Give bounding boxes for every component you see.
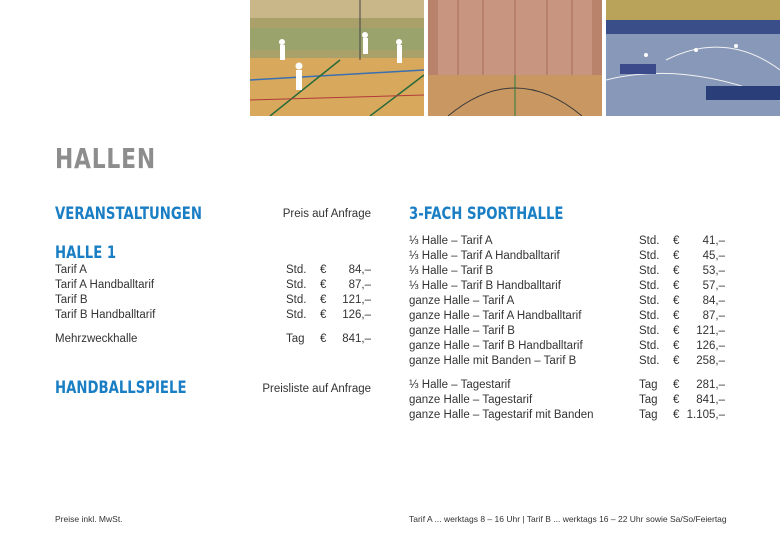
tariff-unit: Tag — [639, 379, 658, 391]
tariff-unit: Std. — [639, 250, 660, 262]
tariff-price: 121,– — [696, 325, 725, 337]
tariff-price: 53,– — [702, 265, 725, 277]
tariff-price: 57,– — [702, 280, 725, 292]
footer-tariff-legend: Tarif A ... werktags 8 – 16 Uhr | Tarif B ... werktags 16 – 22 Uhr sowie Sa/So/Feiertag — [409, 514, 727, 524]
tariff-price: 126,– — [696, 340, 725, 352]
currency-sign: € — [673, 280, 680, 292]
footer-vat-note: Preise inkl. MwSt. — [55, 514, 123, 524]
tariff-unit: Std. — [639, 355, 660, 367]
table-row — [55, 308, 371, 323]
table-row — [409, 324, 725, 339]
currency-sign: € — [320, 309, 327, 321]
tariff-unit: Tag — [639, 394, 658, 406]
tariff-unit: Std. — [286, 264, 307, 276]
table-row — [409, 354, 725, 369]
tariff-price: 281,– — [696, 379, 725, 391]
table-row — [409, 279, 725, 294]
currency-sign: € — [673, 325, 680, 337]
heading-handballspiele: HANDBALLSPIELE — [55, 378, 187, 398]
tariff-label: ⅓ Halle – Tarif A — [409, 235, 493, 247]
tariff-price: 84,– — [348, 264, 371, 276]
tariff-price: 45,– — [702, 250, 725, 262]
currency-sign: € — [320, 264, 327, 276]
tariff-label: ⅓ Halle – Tarif A Handballtarif — [409, 250, 560, 262]
heading-veranstaltungen: VERANSTALTUNGEN — [55, 204, 202, 224]
currency-sign: € — [673, 310, 680, 322]
tariff-price: 126,– — [342, 309, 371, 321]
photo-wooden-hall — [428, 0, 602, 116]
tariff-label: Tarif B Handballtarif — [55, 309, 156, 321]
table-row — [409, 408, 725, 423]
tariff-price: 1.105,– — [686, 409, 725, 421]
tariff-label: Mehrzweckhalle — [55, 333, 138, 345]
page-title: HALLEN — [55, 142, 156, 175]
tariff-label: ⅓ Halle – Tarif B — [409, 265, 494, 277]
tariff-price: 87,– — [702, 310, 725, 322]
tariff-label: ganze Halle – Tarif B Handballtarif — [409, 340, 583, 352]
tariff-price: 41,– — [702, 235, 725, 247]
tariff-label: ganze Halle – Tarif A — [409, 295, 515, 307]
currency-sign: € — [320, 333, 327, 345]
currency-sign: € — [673, 295, 680, 307]
photo-handball-arena — [606, 0, 780, 116]
tariff-unit: Std. — [639, 295, 660, 307]
tariff-label: ganze Halle – Tagestarif mit Banden — [409, 409, 594, 421]
table-row — [409, 249, 725, 264]
tariff-unit: Std. — [639, 265, 660, 277]
tariff-label: ganze Halle – Tarif A Handballtarif — [409, 310, 582, 322]
tariff-unit: Tag — [286, 333, 305, 345]
tariff-price: 121,– — [342, 294, 371, 306]
currency-sign: € — [673, 250, 680, 262]
tariff-unit: Std. — [639, 310, 660, 322]
tariff-unit: Std. — [286, 294, 307, 306]
tariff-unit: Std. — [639, 340, 660, 352]
table-row — [409, 234, 725, 249]
tariff-label: ⅓ Halle – Tagestarif — [409, 379, 511, 391]
heading-halle-1: HALLE 1 — [55, 243, 117, 263]
currency-sign: € — [673, 409, 680, 421]
currency-sign: € — [320, 294, 327, 306]
tariff-unit: Std. — [639, 235, 660, 247]
tariff-unit: Std. — [639, 325, 660, 337]
handballspiele-note: Preisliste auf Anfrage — [262, 383, 371, 395]
tariff-label: Tarif B — [55, 294, 88, 306]
table-row — [55, 278, 371, 293]
tariff-label: ⅓ Halle – Tarif B Handballtarif — [409, 280, 561, 292]
table-row — [409, 294, 725, 309]
table-row — [409, 393, 725, 408]
currency-sign: € — [673, 235, 680, 247]
tariff-price: 841,– — [342, 333, 371, 345]
table-row — [409, 378, 725, 393]
currency-sign: € — [673, 394, 680, 406]
table-row — [409, 309, 725, 324]
tariff-price: 87,– — [348, 279, 371, 291]
tariff-label: Tarif A Handballtarif — [55, 279, 155, 291]
heading-3-fach-sporthalle: 3-FACH SPORTHALLE — [409, 204, 564, 224]
photo-gym-players — [250, 0, 424, 116]
currency-sign: € — [320, 279, 327, 291]
tariff-label: ganze Halle – Tarif B — [409, 325, 515, 337]
tariff-label: ganze Halle – Tagestarif — [409, 394, 533, 406]
table-row — [55, 263, 371, 278]
tariff-unit: Std. — [286, 309, 307, 321]
tariff-unit: Std. — [639, 280, 660, 292]
currency-sign: € — [673, 379, 680, 391]
currency-sign: € — [673, 355, 680, 367]
table-row — [55, 293, 371, 308]
table-row — [55, 332, 371, 347]
tariff-unit: Tag — [639, 409, 658, 421]
tariff-unit: Std. — [286, 279, 307, 291]
photo-strip — [250, 0, 780, 116]
tariff-label: Tarif A — [55, 264, 87, 276]
tariff-price: 84,– — [702, 295, 725, 307]
tariff-price: 258,– — [696, 355, 725, 367]
currency-sign: € — [673, 340, 680, 352]
tariff-label: ganze Halle mit Banden – Tarif B — [409, 355, 577, 367]
currency-sign: € — [673, 265, 680, 277]
tariff-price: 841,– — [696, 394, 725, 406]
table-row — [409, 264, 725, 279]
veranstaltungen-note: Preis auf Anfrage — [282, 208, 371, 220]
table-row — [409, 339, 725, 354]
